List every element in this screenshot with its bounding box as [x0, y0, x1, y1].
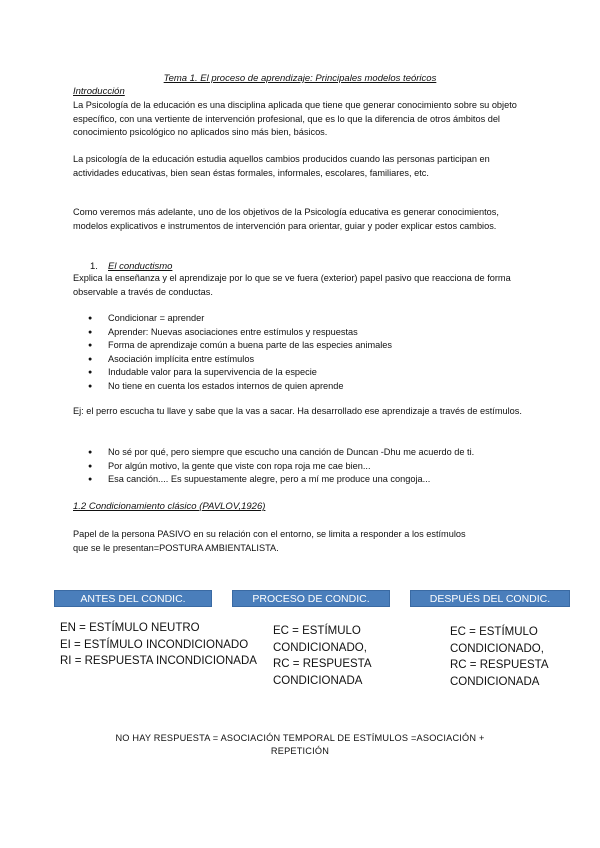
diagram-line: CONDICIONADO,	[450, 642, 544, 655]
diagram-text-process	[273, 623, 372, 689]
intro-paragraph: Como veremos más adelante, uno de los objetivos de la Psicología educativa es generar conocimientos, modelos explicativos e instrumentos de intervención para orientar, guiar y poder explicar estos cambios.	[73, 207, 499, 231]
document-title: Tema 1. El proceso de aprendizaje: Principales modelos teóricos	[163, 73, 437, 84]
list-item: ● Indudable valor para la supervivencia de la especie	[88, 366, 528, 380]
footer-line: NO HAY RESPUESTA = ASOCIACIÓN TEMPORAL DE ESTÍMULOS =ASOCIACIÓN +	[115, 733, 485, 743]
section-title: El conductismo	[108, 261, 173, 272]
diagram-line: RC = RESPUESTA	[273, 658, 372, 670]
diagram-line: EC = ESTÍMULO	[273, 625, 361, 637]
list-item: ● Esa canción.... Es supuestamente alegre, pero a mí me produce una congoja...	[88, 473, 528, 487]
example-paragraph: Ej: el perro escucha tu llave y sabe que la vas a sacar. Ha desarrollado ese aprendizaje a través de estímulos.	[73, 406, 522, 416]
diagram-text-before	[60, 620, 257, 670]
section-paragraph: Explica la enseñanza y el aprendizaje por lo que se ve fuera (exterior) papel pasivo que reacciona de forma observable a través de conductas.	[73, 273, 511, 297]
bullet-list	[88, 312, 528, 393]
diagram-box-process: PROCESO DE CONDIC.	[232, 590, 390, 607]
list-item: ● Condicionar = aprender	[88, 312, 528, 326]
intro-heading: Introducción	[73, 86, 125, 97]
diagram-box-after: DESPUÉS DEL CONDIC.	[410, 590, 570, 607]
list-item: ● Forma de aprendizaje común a buena parte de las especies animales	[88, 339, 528, 353]
diagram-line: CONDICIONADA	[450, 675, 540, 688]
example-bullet-list	[88, 446, 528, 487]
diagram-line: EI = ESTÍMULO INCONDICIONADO	[60, 638, 249, 651]
intro-paragraph: La psicología de la educación estudia aquellos cambios producidos cuando las personas participan en actividades educativas, bien sean éstas formales, informales, escolares, familiares, etc.	[73, 154, 490, 178]
list-item: ● Por algún motivo, la gente que viste con ropa roja me cae bien...	[88, 460, 528, 474]
diagram-text-after	[450, 624, 549, 690]
diagram-line: RC = RESPUESTA	[450, 659, 549, 671]
section-number: 1.	[90, 261, 98, 272]
list-item: ● Asociación implícita entre estímulos	[88, 353, 528, 367]
section-heading: 1.2 Condicionamiento clásico (PAVLOV,1926)	[73, 501, 266, 512]
section-paragraph: Papel de la persona PASIVO en su relación con el entorno, se limita a responder a los estímulos que se le presentan=POSTURA AMBIENTALISTA.	[73, 529, 466, 553]
list-item: ● Aprender: Nuevas asociaciones entre estímulos y respuestas	[88, 326, 528, 340]
diagram-line: CONDICIONADO,	[273, 641, 367, 654]
diagram-box-before: ANTES DEL CONDIC.	[54, 590, 212, 607]
footer-line: REPETICIÓN	[270, 746, 330, 756]
diagram-line: EC = ESTÍMULO	[450, 626, 538, 638]
diagram-line: CONDICIONADA	[273, 674, 363, 687]
footer-statement	[60, 732, 540, 758]
intro-paragraph: La Psicología de la educación es una disciplina aplicada que tiene que generar conocimiento sobre su objeto específico, con una vertiente de intervención profesional, que es lo que la diferencia de otros ámbitos del conocimiento psicológico no aplicados sino más bien, básicos.	[73, 100, 517, 137]
list-item: ● No sé por qué, pero siempre que escucho una canción de Duncan -Dhu me acuerdo de ti.	[88, 446, 528, 460]
section-heading	[90, 261, 172, 272]
diagram-line: EN = ESTÍMULO NEUTRO	[60, 622, 200, 634]
diagram-line: RI = RESPUESTA INCONDICIONADA	[60, 655, 257, 667]
list-item: ● No tiene en cuenta los estados internos de quien aprende	[88, 380, 528, 394]
